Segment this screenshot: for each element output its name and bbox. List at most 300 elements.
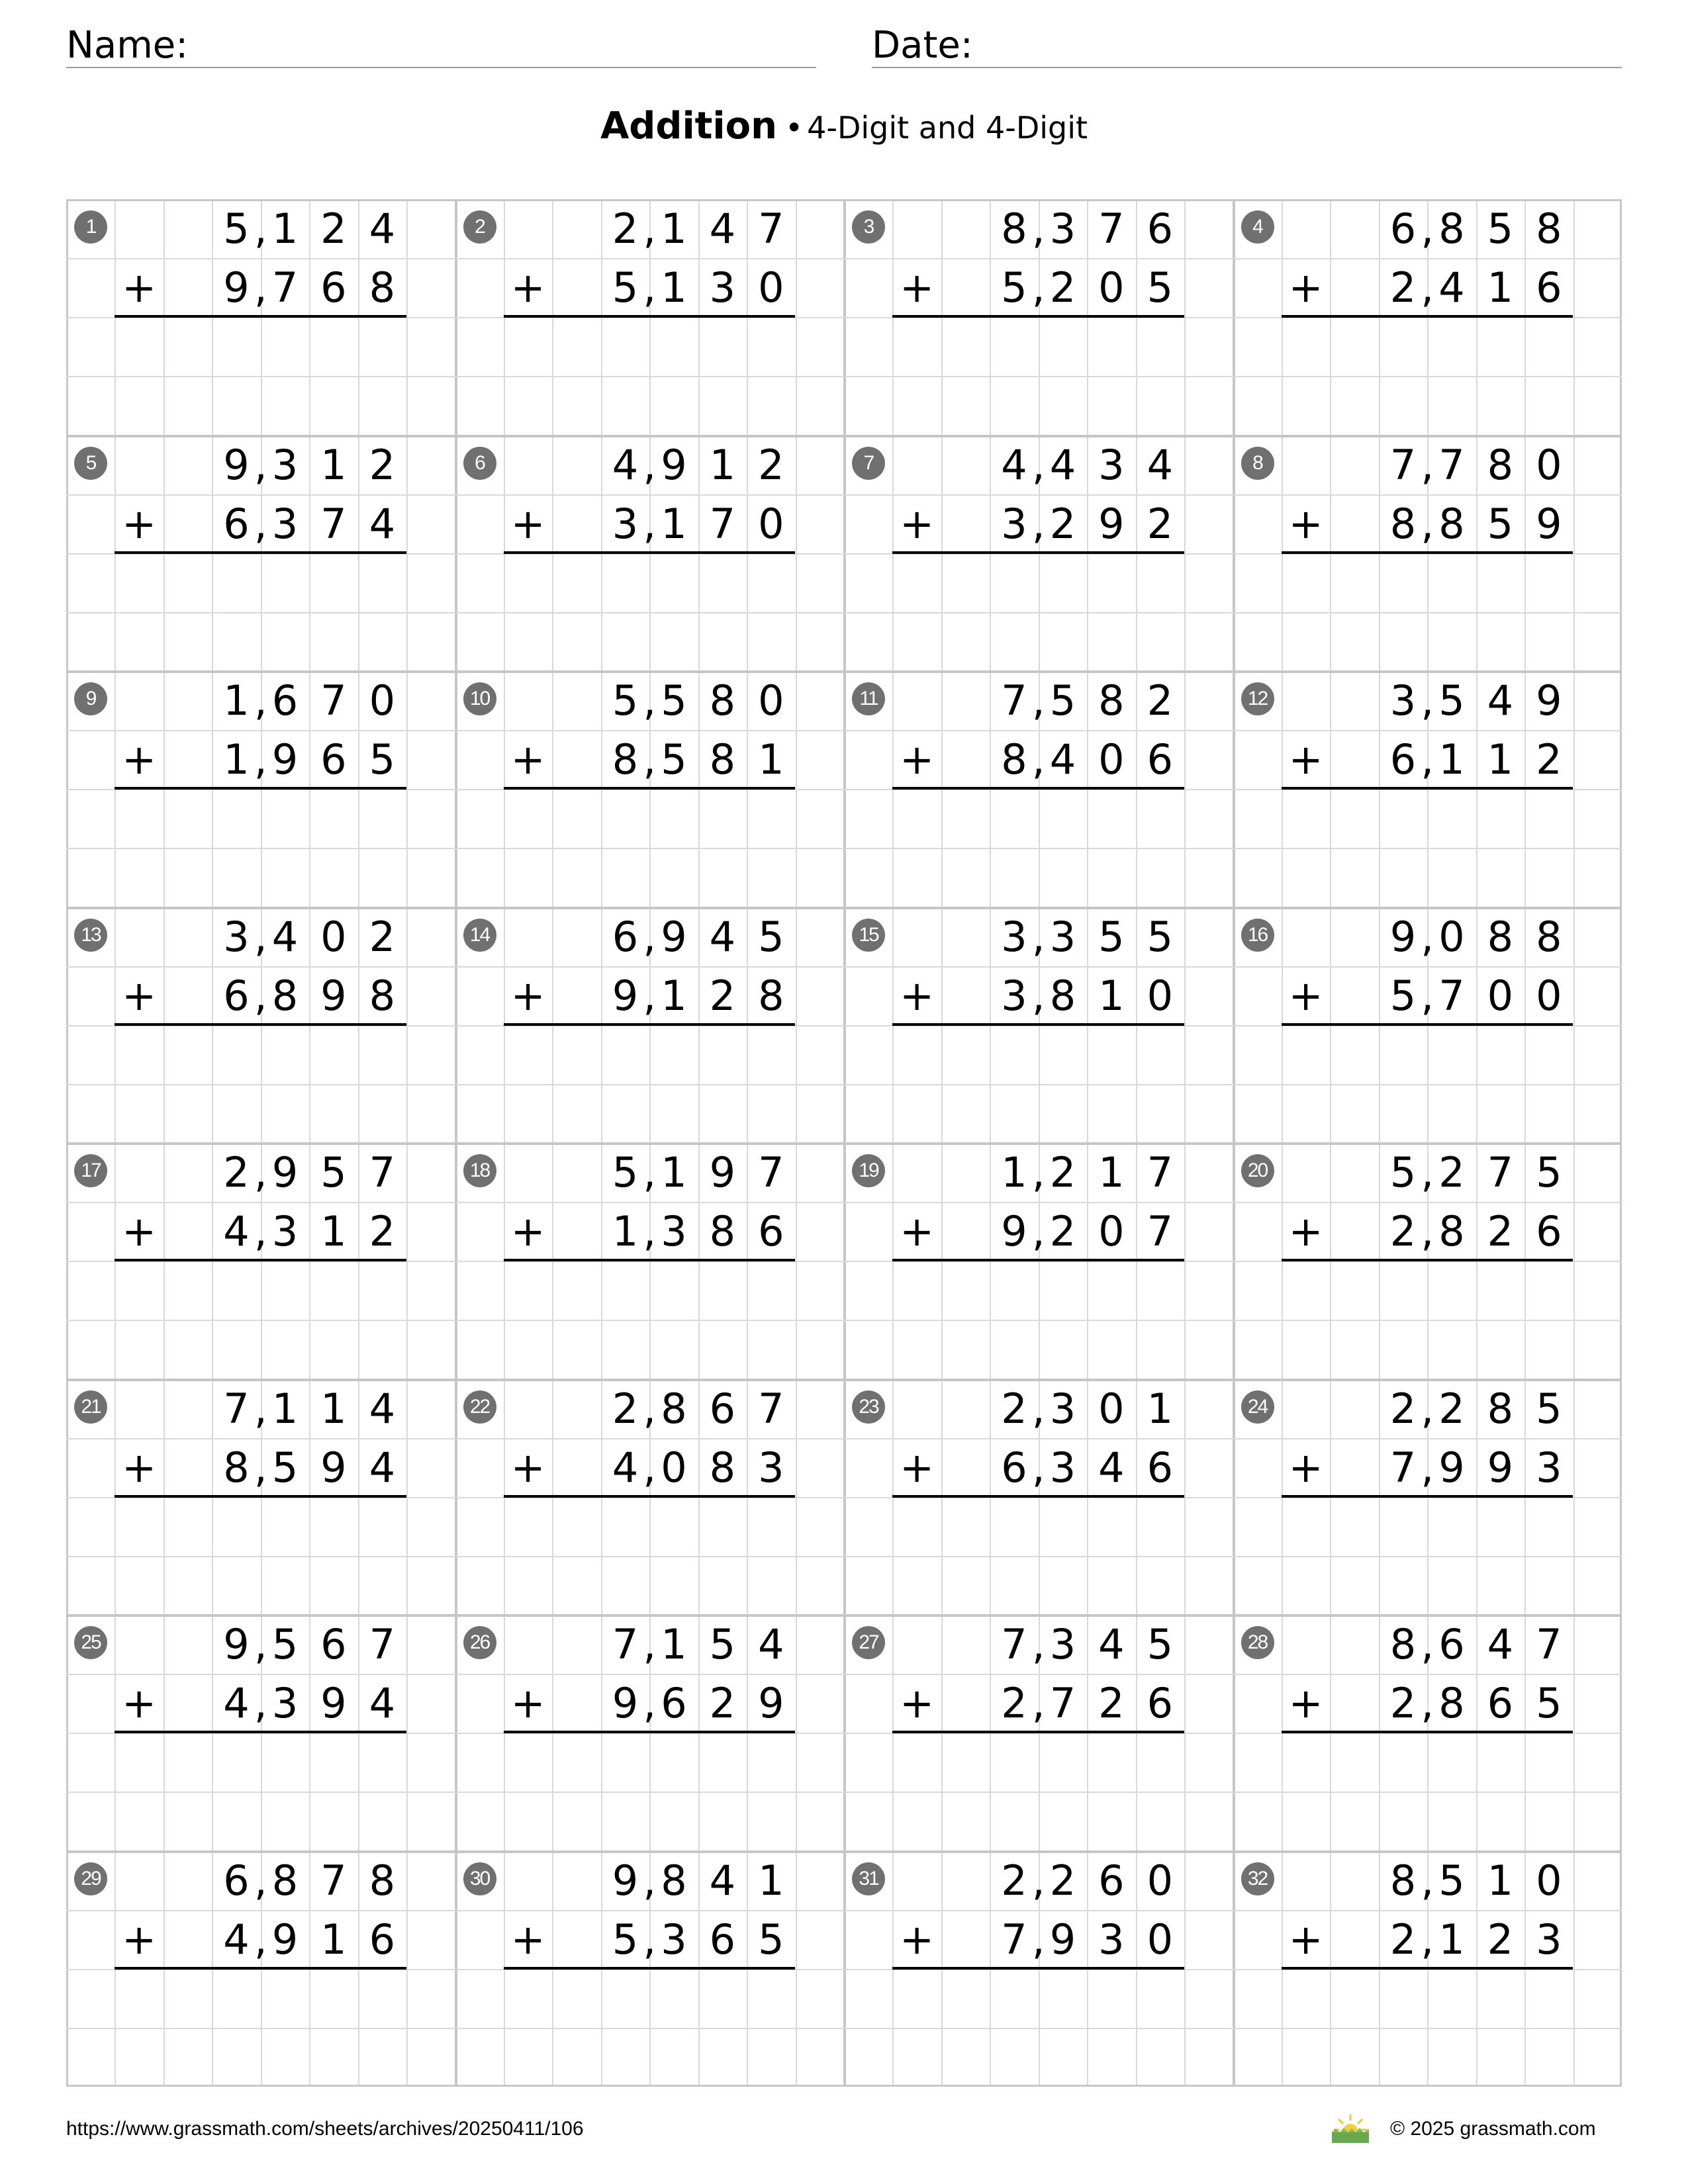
bottom-addend-comma: , [643, 1443, 657, 1492]
bottom-addend-comma: , [1031, 971, 1045, 1020]
bottom-addend-digit: 6 [1001, 1443, 1027, 1492]
top-addend-digit: 5 [1147, 912, 1174, 961]
bottom-addend-comma: , [254, 499, 267, 548]
answer-line [115, 1967, 406, 1970]
bottom-addend-digit: 4 [369, 1679, 396, 1728]
top-addend-digit: 4 [709, 912, 736, 961]
top-addend-digit: 4 [709, 205, 736, 253]
name-label: Name: [66, 24, 189, 67]
top-addend-comma: , [1421, 205, 1434, 253]
plus-sign: + [122, 1679, 157, 1727]
bottom-addend-digit: 2 [1049, 499, 1076, 548]
bottom-addend-comma: , [1421, 1443, 1434, 1492]
bottom-addend-digit: 4 [612, 1443, 639, 1492]
problem-number-badge: 24 [1241, 1390, 1274, 1424]
bottom-addend-digit: 3 [1536, 1915, 1562, 1964]
bottom-addend-digit: 8 [1389, 499, 1417, 548]
top-addend-digit: 9 [223, 1620, 250, 1668]
bottom-addend-digit: 2 [1389, 1915, 1417, 1964]
top-addend-comma: , [1421, 1856, 1434, 1905]
bottom-addend-comma: , [254, 1915, 267, 1964]
top-addend-comma: , [1031, 1620, 1045, 1668]
top-addend-comma: , [1031, 1148, 1045, 1197]
bottom-addend-digit: 9 [320, 1443, 347, 1492]
top-addend-digit: 8 [1001, 205, 1027, 253]
bottom-addend-digit: 3 [1001, 971, 1027, 1020]
bottom-addend-comma: , [254, 1679, 267, 1728]
problem-10 [455, 671, 845, 907]
problem-20 [1233, 1143, 1622, 1379]
bottom-addend-comma: , [1031, 263, 1045, 312]
footer-copyright: © 2025 grassmath.com [1390, 2118, 1596, 2140]
problem-number-badge: 31 [852, 1862, 885, 1895]
bottom-addend-comma: , [643, 735, 657, 784]
problem-number-badge: 20 [1241, 1154, 1274, 1187]
bottom-addend-digit: 7 [271, 263, 299, 312]
plus-sign: + [122, 1443, 157, 1492]
answer-line [115, 787, 406, 790]
problem-26 [455, 1615, 845, 1850]
top-addend-digit: 5 [612, 676, 639, 725]
bottom-addend-digit: 9 [271, 1915, 299, 1964]
top-addend-comma: , [643, 1856, 657, 1905]
top-addend-digit: 5 [271, 1620, 299, 1668]
bottom-addend-digit: 7 [1438, 971, 1465, 1020]
top-addend-digit: 8 [1487, 440, 1514, 489]
top-addend-digit: 5 [223, 205, 250, 253]
plus-sign: + [122, 971, 157, 1020]
bottom-addend-comma: , [1421, 971, 1434, 1020]
bottom-addend-digit: 9 [1487, 1443, 1514, 1492]
top-addend-digit: 7 [758, 1148, 784, 1197]
plus-sign: + [510, 735, 545, 784]
top-addend-comma: , [1031, 1856, 1045, 1905]
problem-4 [1233, 199, 1622, 435]
bottom-addend-digit: 5 [612, 1915, 639, 1964]
problem-16 [1233, 907, 1622, 1143]
top-addend-comma: , [643, 912, 657, 961]
bottom-addend-comma: , [1031, 1679, 1045, 1728]
bottom-addend-digit: 3 [271, 1679, 299, 1728]
top-addend-comma: , [1031, 440, 1045, 489]
bottom-addend-digit: 1 [223, 735, 250, 784]
bottom-addend-digit: 2 [1147, 499, 1174, 548]
top-addend-digit: 3 [223, 912, 250, 961]
top-addend-digit: 8 [1536, 205, 1562, 253]
bottom-addend-digit: 4 [223, 1915, 250, 1964]
bottom-addend-digit: 2 [1098, 1679, 1125, 1728]
plus-sign: + [900, 499, 935, 548]
top-addend-digit: 0 [320, 912, 347, 961]
bottom-addend-comma: , [1031, 1915, 1045, 1964]
bottom-addend-digit: 0 [1147, 1915, 1174, 1964]
problem-7 [844, 435, 1233, 671]
top-addend-comma: , [1421, 912, 1434, 961]
top-addend-digit: 5 [1438, 676, 1465, 725]
top-addend-digit: 5 [1389, 1148, 1417, 1197]
plus-sign: + [1288, 1915, 1323, 1964]
top-addend-digit: 2 [1438, 1384, 1465, 1433]
top-addend-digit: 6 [271, 676, 299, 725]
bottom-addend-digit: 5 [1389, 971, 1417, 1020]
plus-sign: + [122, 1915, 157, 1964]
bottom-addend-digit: 3 [758, 1443, 784, 1492]
plus-sign: + [900, 263, 935, 312]
top-addend-digit: 9 [661, 912, 687, 961]
bottom-addend-digit: 1 [758, 735, 784, 784]
top-addend-comma: , [254, 440, 267, 489]
top-addend-comma: , [1031, 205, 1045, 253]
bottom-addend-digit: 1 [661, 499, 687, 548]
bottom-addend-digit: 3 [271, 1207, 299, 1256]
bottom-addend-digit: 8 [709, 1207, 736, 1256]
bottom-addend-digit: 3 [1098, 1915, 1125, 1964]
top-addend-comma: , [254, 1148, 267, 1197]
top-addend-comma: , [1421, 1148, 1434, 1197]
date-line [872, 67, 1622, 68]
problem-number-badge: 9 [74, 682, 107, 715]
bottom-addend-digit: 9 [1438, 1443, 1465, 1492]
top-addend-digit: 1 [320, 1384, 347, 1433]
problem-number-badge: 18 [463, 1154, 496, 1187]
answer-line [504, 787, 796, 790]
top-addend-digit: 7 [1001, 676, 1027, 725]
top-addend-comma: , [1031, 912, 1045, 961]
plus-sign: + [900, 1915, 935, 1964]
problem-number-badge: 11 [852, 682, 885, 715]
top-addend-digit: 4 [1098, 1620, 1125, 1668]
bottom-addend-digit: 9 [223, 263, 250, 312]
top-addend-digit: 1 [709, 440, 736, 489]
bottom-addend-digit: 1 [1487, 263, 1514, 312]
top-addend-digit: 2 [369, 912, 396, 961]
top-addend-digit: 7 [612, 1620, 639, 1668]
top-addend-digit: 7 [369, 1148, 396, 1197]
top-addend-digit: 2 [1438, 1148, 1465, 1197]
bottom-addend-digit: 0 [1098, 1207, 1125, 1256]
answer-line [115, 315, 406, 318]
bottom-addend-digit: 9 [1001, 1207, 1027, 1256]
problem-number-badge: 12 [1241, 682, 1274, 715]
plus-sign: + [900, 971, 935, 1020]
top-addend-digit: 4 [758, 1620, 784, 1668]
top-addend-comma: , [643, 440, 657, 489]
answer-line [892, 551, 1184, 554]
top-addend-digit: 6 [223, 1856, 250, 1905]
problem-2 [455, 199, 845, 435]
top-addend-digit: 5 [1536, 1148, 1562, 1197]
answer-line [115, 1259, 406, 1261]
bottom-addend-comma: , [1031, 1207, 1045, 1256]
top-addend-digit: 1 [320, 440, 347, 489]
bottom-addend-comma: , [254, 1443, 267, 1492]
plus-sign: + [1288, 1443, 1323, 1492]
top-addend-digit: 4 [1487, 1620, 1514, 1668]
problem-8 [1233, 435, 1622, 671]
top-addend-digit: 1 [223, 676, 250, 725]
bottom-addend-digit: 2 [1389, 1679, 1417, 1728]
problem-number-badge: 22 [463, 1390, 496, 1424]
plus-sign: + [122, 499, 157, 548]
top-addend-digit: 2 [1049, 1856, 1076, 1905]
bottom-addend-digit: 8 [612, 735, 639, 784]
top-addend-digit: 1 [758, 1856, 784, 1905]
top-addend-digit: 4 [709, 1856, 736, 1905]
bottom-addend-digit: 2 [1389, 263, 1417, 312]
top-addend-digit: 4 [1147, 440, 1174, 489]
plus-sign: + [510, 1207, 545, 1255]
top-addend-comma: , [1031, 676, 1045, 725]
top-addend-digit: 9 [271, 1148, 299, 1197]
top-addend-digit: 2 [612, 1384, 639, 1433]
top-addend-digit: 7 [320, 676, 347, 725]
answer-line [504, 1023, 796, 1026]
bottom-addend-comma: , [254, 1207, 267, 1256]
answer-line [892, 315, 1184, 318]
bottom-addend-digit: 8 [369, 263, 396, 312]
bottom-addend-comma: , [1421, 1915, 1434, 1964]
bottom-addend-digit: 6 [320, 263, 347, 312]
problem-22 [455, 1379, 845, 1615]
top-addend-digit: 6 [1147, 205, 1174, 253]
problem-17 [66, 1143, 455, 1379]
problem-1 [66, 199, 455, 435]
bottom-addend-digit: 9 [1536, 499, 1562, 548]
bottom-addend-digit: 7 [1001, 1915, 1027, 1964]
top-addend-digit: 2 [1049, 1148, 1076, 1197]
bottom-addend-digit: 1 [320, 1915, 347, 1964]
bottom-addend-digit: 6 [320, 735, 347, 784]
bottom-addend-digit: 8 [758, 971, 784, 1020]
top-addend-digit: 2 [223, 1148, 250, 1197]
bottom-addend-digit: 3 [612, 499, 639, 548]
top-addend-digit: 4 [369, 205, 396, 253]
title-subtitle: 4-Digit and 4-Digit [807, 110, 1088, 146]
bottom-addend-digit: 6 [661, 1679, 687, 1728]
plus-sign: + [900, 1443, 935, 1492]
bottom-addend-digit: 3 [1001, 499, 1027, 548]
answer-line [115, 1495, 406, 1498]
bottom-addend-digit: 0 [1487, 971, 1514, 1020]
answer-line [1282, 787, 1573, 790]
top-addend-digit: 8 [1487, 912, 1514, 961]
top-addend-digit: 9 [1536, 676, 1562, 725]
bottom-addend-comma: , [643, 1679, 657, 1728]
bottom-addend-digit: 7 [1049, 1679, 1076, 1728]
top-addend-digit: 2 [1389, 1384, 1417, 1433]
top-addend-digit: 5 [1536, 1384, 1562, 1433]
plus-sign: + [1288, 499, 1323, 548]
bottom-addend-digit: 5 [612, 263, 639, 312]
top-addend-digit: 8 [1098, 676, 1125, 725]
bottom-addend-digit: 1 [661, 263, 687, 312]
problem-grid [66, 199, 1622, 2087]
bottom-addend-digit: 1 [320, 1207, 347, 1256]
top-addend-digit: 3 [1001, 912, 1027, 961]
top-addend-digit: 1 [271, 205, 299, 253]
problem-9 [66, 671, 455, 907]
bottom-addend-digit: 5 [1147, 263, 1174, 312]
plus-sign: + [510, 971, 545, 1020]
bottom-addend-digit: 2 [369, 1207, 396, 1256]
top-addend-digit: 7 [1536, 1620, 1562, 1668]
top-addend-digit: 7 [758, 1384, 784, 1433]
bottom-addend-comma: , [1421, 1679, 1434, 1728]
top-addend-digit: 9 [1389, 912, 1417, 961]
top-addend-digit: 8 [709, 676, 736, 725]
top-addend-digit: 9 [709, 1148, 736, 1197]
top-addend-digit: 6 [1438, 1620, 1465, 1668]
problem-6 [455, 435, 845, 671]
top-addend-digit: 7 [758, 205, 784, 253]
bottom-addend-digit: 1 [612, 1207, 639, 1256]
bottom-addend-digit: 7 [709, 499, 736, 548]
problem-number-badge: 16 [1241, 919, 1274, 952]
top-addend-digit: 3 [271, 440, 299, 489]
problem-13 [66, 907, 455, 1143]
bottom-addend-digit: 2 [1049, 1207, 1076, 1256]
answer-line [892, 787, 1184, 790]
top-addend-comma: , [643, 205, 657, 253]
top-addend-digit: 5 [1487, 205, 1514, 253]
top-addend-digit: 6 [1389, 205, 1417, 253]
plus-sign: + [122, 263, 157, 312]
bottom-addend-digit: 6 [758, 1207, 784, 1256]
problem-number-badge: 7 [852, 447, 885, 480]
bottom-addend-digit: 4 [1438, 263, 1465, 312]
top-addend-digit: 5 [320, 1148, 347, 1197]
bottom-addend-digit: 1 [1438, 735, 1465, 784]
bottom-addend-digit: 3 [661, 1915, 687, 1964]
top-addend-digit: 8 [1389, 1620, 1417, 1668]
bottom-addend-digit: 1 [1487, 735, 1514, 784]
footer-url: https://www.grassmath.com/sheets/archives/20250411/106 [66, 2118, 584, 2140]
bottom-addend-digit: 6 [1389, 735, 1417, 784]
top-addend-digit: 7 [320, 1856, 347, 1905]
bottom-addend-digit: 1 [1098, 971, 1125, 1020]
bottom-addend-digit: 2 [1389, 1207, 1417, 1256]
problem-number-badge: 4 [1241, 210, 1274, 244]
plus-sign: + [900, 735, 935, 784]
top-addend-digit: 1 [1098, 1148, 1125, 1197]
top-addend-digit: 8 [1438, 205, 1465, 253]
bottom-addend-digit: 9 [1049, 1915, 1076, 1964]
answer-line [892, 1967, 1184, 1970]
top-addend-digit: 3 [1049, 205, 1076, 253]
problem-number-badge: 8 [1241, 447, 1274, 480]
bottom-addend-digit: 6 [1536, 1207, 1562, 1256]
bottom-addend-digit: 2 [1536, 735, 1562, 784]
bottom-addend-digit: 2 [1487, 1207, 1514, 1256]
top-addend-digit: 2 [612, 205, 639, 253]
top-addend-comma: , [1421, 1620, 1434, 1668]
problem-number-badge: 23 [852, 1390, 885, 1424]
top-addend-digit: 3 [1098, 440, 1125, 489]
bottom-addend-digit: 0 [1098, 735, 1125, 784]
plus-sign: + [1288, 735, 1323, 784]
bottom-addend-comma: , [643, 499, 657, 548]
bottom-addend-digit: 3 [1049, 1443, 1076, 1492]
plus-sign: + [510, 263, 545, 312]
top-addend-digit: 5 [1438, 1856, 1465, 1905]
answer-line [504, 1259, 796, 1261]
top-addend-digit: 9 [223, 440, 250, 489]
answer-line [504, 1967, 796, 1970]
problem-number-badge: 28 [1241, 1626, 1274, 1659]
top-addend-digit: 4 [1487, 676, 1514, 725]
problem-27 [844, 1615, 1233, 1850]
bottom-addend-digit: 8 [223, 1443, 250, 1492]
answer-line [892, 1259, 1184, 1261]
top-addend-digit: 7 [1147, 1148, 1174, 1197]
top-addend-comma: , [643, 676, 657, 725]
problem-number-badge: 5 [74, 447, 107, 480]
top-addend-digit: 2 [1001, 1856, 1027, 1905]
top-addend-digit: 9 [612, 1856, 639, 1905]
bottom-addend-digit: 3 [709, 263, 736, 312]
top-addend-digit: 8 [369, 1856, 396, 1905]
top-addend-digit: 3 [1049, 1620, 1076, 1668]
bottom-addend-digit: 6 [369, 1915, 396, 1964]
top-addend-digit: 4 [612, 440, 639, 489]
top-addend-digit: 1 [661, 1620, 687, 1668]
bottom-addend-digit: 5 [1487, 499, 1514, 548]
answer-line [892, 1495, 1184, 1498]
plus-sign: + [122, 1207, 157, 1255]
bottom-addend-digit: 4 [369, 499, 396, 548]
top-addend-comma: , [254, 912, 267, 961]
bottom-addend-comma: , [643, 1915, 657, 1964]
plus-sign: + [1288, 1207, 1323, 1255]
top-addend-digit: 4 [369, 1384, 396, 1433]
plus-sign: + [122, 735, 157, 784]
problem-number-badge: 15 [852, 919, 885, 952]
answer-line [892, 1731, 1184, 1733]
problem-21 [66, 1379, 455, 1615]
bottom-addend-digit: 8 [1438, 1679, 1465, 1728]
problem-19 [844, 1143, 1233, 1379]
top-addend-digit: 2 [369, 440, 396, 489]
bottom-addend-digit: 9 [1098, 499, 1125, 548]
plus-sign: + [1288, 263, 1323, 312]
bottom-addend-digit: 1 [661, 971, 687, 1020]
problem-5 [66, 435, 455, 671]
top-addend-digit: 0 [1536, 1856, 1562, 1905]
bottom-addend-digit: 4 [369, 1443, 396, 1492]
name-line [66, 67, 816, 68]
top-addend-comma: , [1031, 1384, 1045, 1433]
top-addend-digit: 7 [1487, 1148, 1514, 1197]
top-addend-digit: 7 [1098, 205, 1125, 253]
top-addend-digit: 0 [1098, 1384, 1125, 1433]
answer-line [504, 1495, 796, 1498]
bottom-addend-digit: 2 [1487, 1915, 1514, 1964]
problem-14 [455, 907, 845, 1143]
problem-number-badge: 30 [463, 1862, 496, 1895]
top-addend-digit: 3 [1049, 912, 1076, 961]
top-addend-comma: , [1421, 440, 1434, 489]
problem-number-badge: 32 [1241, 1862, 1274, 1895]
bottom-addend-comma: , [1031, 499, 1045, 548]
problem-12 [1233, 671, 1622, 907]
answer-line [1282, 1259, 1573, 1261]
problem-32 [1233, 1851, 1622, 2087]
answer-line [115, 1731, 406, 1733]
bottom-addend-digit: 9 [320, 1679, 347, 1728]
answer-line [504, 1731, 796, 1733]
answer-line [115, 1023, 406, 1026]
top-addend-comma: , [643, 1384, 657, 1433]
